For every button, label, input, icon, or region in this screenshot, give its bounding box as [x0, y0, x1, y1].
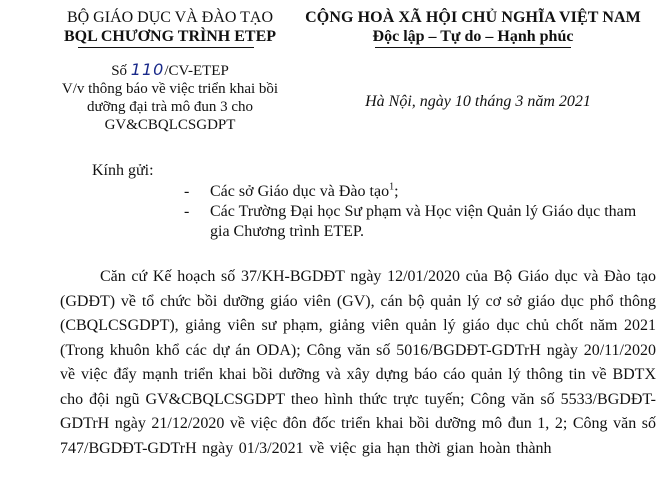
recipient-text: Các Trường Đại học Sư phạm và Học viện Quản lý Giáo dục tham gia Chương trình ETEP. [210, 203, 637, 240]
place-and-date: Hà Nội, ngày 10 tháng 3 năm 2021 [365, 93, 591, 110]
footnote-marker: 1 [389, 181, 395, 193]
recipient-suffix: ; [394, 183, 399, 200]
document-subject: V/v thông báo về việc triển khai bồi dưỡng đại trà mô đun 3 cho GV&CBQLCSGDPT [61, 81, 279, 133]
document-number [46, 61, 294, 80]
salutation: Kính gửi: [92, 162, 154, 179]
program-board-text: BQL CHƯƠNG TRÌNH ETEP [63, 28, 277, 45]
national-motto [373, 27, 574, 46]
program-board-name [64, 27, 276, 46]
national-heading [290, 8, 656, 46]
motto-text: Độc lập – Tự do – Hạnh phúc [372, 28, 574, 45]
program-board-underline [78, 47, 254, 48]
recipient-text: Các sở Giáo dục và Đào tạo [210, 183, 390, 200]
handwritten-number: 110 [130, 60, 165, 79]
motto-underline [375, 47, 572, 48]
recipient-dash: - [184, 183, 190, 200]
document-number-prefix: Số [111, 63, 128, 79]
recipient-item [184, 202, 644, 242]
document-number-suffix: /CV-ETEP [164, 63, 229, 79]
body-paragraph: Căn cứ Kế hoạch số 37/KH-BGDĐT ngày 12/01/2020 của Bộ Giáo dục và Đào tạo (GDĐT) về tổ chức bồi dưỡng giáo viên (GV), cán bộ quản lý cơ sở giáo dục phổ thông (CBQLCSGDPT), giảng viên sư phạm, giảng viên quản lý giáo dục chủ chốt năm 2021 (Trong khuôn khổ các dự án ODA); Công văn số 5016/BGDĐT-GDTrH ngày 20/11/2020 về việc đẩy mạnh triển khai bồi dưỡng và xây dựng báo cáo quản lý thông tin về BDTX cho đội ngũ GV&CBQLCSGDPT theo hình thức trực tuyến; Công văn số 5533/BGDĐT-GDTrH ngày 21/12/2020 về việc đôn đốc triển khai bồi dưỡng mô đun 1, 2; Công văn số 747/BGDĐT-GDTrH ngày 01/3/2021 về việc gia hạn thời gian hoàn thành [60, 268, 656, 457]
recipient-item [184, 182, 644, 202]
recipient-list [184, 182, 644, 242]
issuer-block [46, 8, 294, 46]
recipient-dash: - [184, 203, 190, 220]
ministry-name: BỘ GIÁO DỤC VÀ ĐÀO TẠO [66, 9, 274, 26]
nation-name: CỘNG HOÀ XÃ HỘI CHỦ NGHĨA VIỆT NAM [305, 9, 641, 26]
